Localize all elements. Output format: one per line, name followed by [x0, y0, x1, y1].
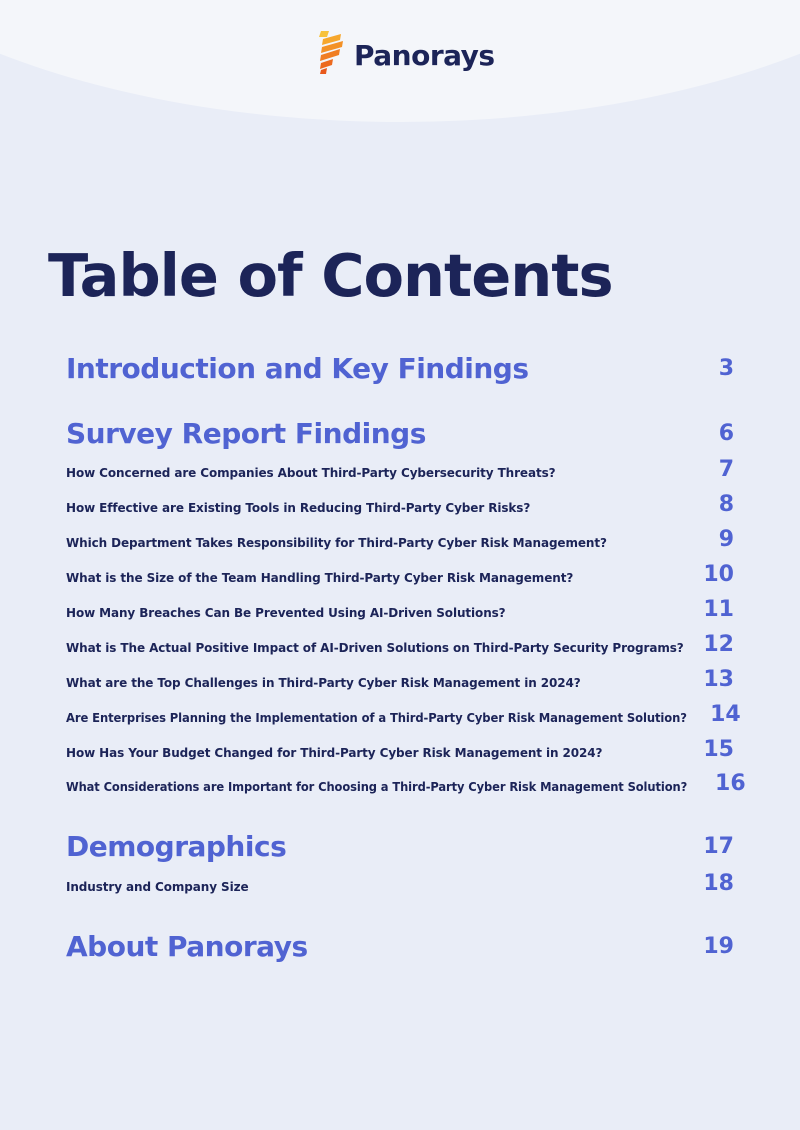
toc-subentry-page: 13 — [703, 666, 734, 692]
toc-subentry[interactable] — [66, 701, 741, 731]
toc-subentry[interactable] — [66, 631, 734, 661]
toc-entry-label: Demographics — [66, 829, 287, 863]
toc-subentry-label: How Concerned are Companies About Third-Party Cybersecurity Threats? — [66, 466, 556, 480]
panorays-logo-icon — [318, 29, 348, 75]
panorays-logo — [318, 28, 495, 76]
toc-subentry-label: Are Enterprises Planning the Implementation of a Third-Party Cyber Risk Management Solution? — [66, 711, 687, 725]
toc-subentry-page: 18 — [703, 870, 734, 896]
toc-subentry-label: What is The Actual Positive Impact of AI-Driven Solutions on Third-Party Security Programs? — [66, 641, 684, 655]
toc-subentry[interactable] — [66, 491, 734, 521]
brand-name: Panorays — [354, 38, 495, 72]
toc-entry-page: 17 — [703, 833, 734, 859]
toc-subentry-label: How Effective are Existing Tools in Reducing Third-Party Cyber Risks? — [66, 501, 531, 515]
toc-entry-about-panorays[interactable] — [66, 928, 734, 964]
toc-entry-label: Introduction and Key Findings — [66, 351, 529, 385]
page-title: Table of Contents — [48, 241, 613, 310]
toc-entry-page: 6 — [718, 420, 734, 446]
toc-subentry-page: 15 — [703, 736, 734, 762]
toc-subentry[interactable] — [66, 561, 734, 591]
toc-subentry-page: 16 — [715, 770, 746, 796]
toc-entry-label: About Panorays — [66, 929, 308, 963]
toc-subentry[interactable] — [66, 770, 746, 800]
toc-subentry[interactable] — [66, 666, 734, 696]
toc-subentry[interactable] — [66, 596, 734, 626]
toc-entry-page: 19 — [703, 933, 734, 959]
toc-entry-label: Survey Report Findings — [66, 416, 426, 450]
toc-entry-introduction[interactable] — [66, 350, 734, 386]
toc-subentry-page: 14 — [710, 701, 741, 727]
toc-subentry-label: What is the Size of the Team Handling Third-Party Cyber Risk Management? — [66, 571, 574, 585]
toc-subentry-label: What are the Top Challenges in Third-Party Cyber Risk Management in 2024? — [66, 676, 581, 690]
toc-subentry-page: 11 — [703, 596, 734, 622]
toc-subentry[interactable] — [66, 736, 734, 766]
toc-subentry-label: Industry and Company Size — [66, 880, 249, 894]
toc-subentry-page: 10 — [703, 561, 734, 587]
toc-subentry-page: 12 — [703, 631, 734, 657]
toc-entry-demographics[interactable] — [66, 828, 734, 864]
toc-subentry[interactable] — [66, 456, 734, 486]
toc-entry-page: 3 — [718, 355, 734, 381]
toc-subentry-label: What Considerations are Important for Choosing a Third-Party Cyber Risk Management Solution? — [66, 780, 688, 794]
toc-subentry[interactable] — [66, 526, 734, 556]
toc-subentry-page: 8 — [718, 491, 734, 517]
toc-subentry-page: 9 — [718, 526, 734, 552]
toc-subentry-page: 7 — [718, 456, 734, 482]
toc-subentry[interactable] — [66, 870, 734, 900]
toc-subentry-label: How Has Your Budget Changed for Third-Party Cyber Risk Management in 2024? — [66, 746, 603, 760]
toc-entry-survey-report-findings[interactable] — [66, 415, 734, 451]
toc-subentry-label: How Many Breaches Can Be Prevented Using AI-Driven Solutions? — [66, 606, 506, 620]
toc-subentry-label: Which Department Takes Responsibility for Third-Party Cyber Risk Management? — [66, 536, 607, 550]
